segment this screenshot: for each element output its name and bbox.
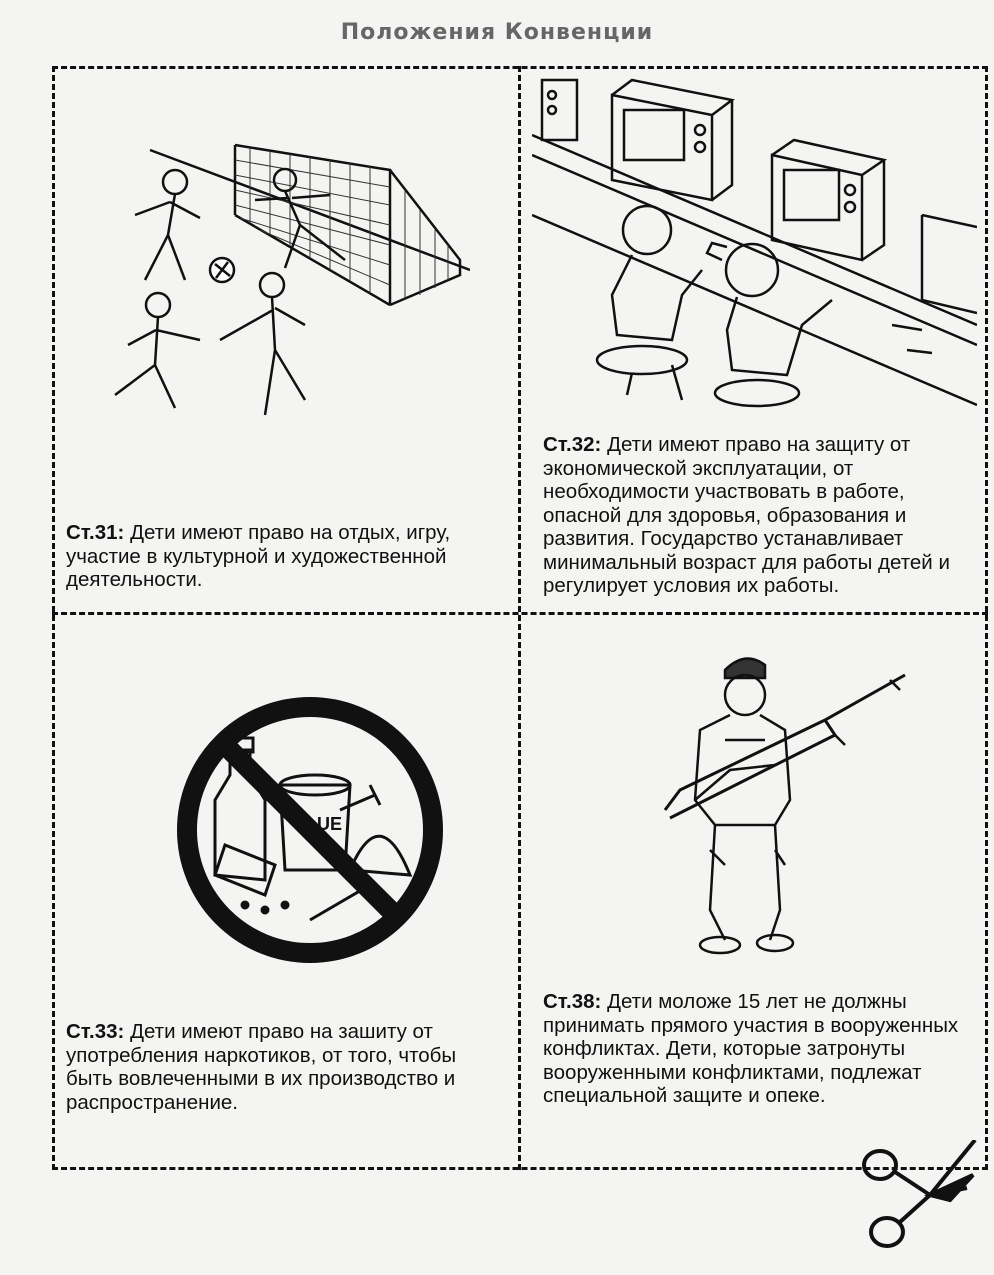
no-drugs-illustration bbox=[170, 690, 450, 970]
horizontal-cut-line bbox=[52, 612, 988, 615]
prohibition-icon bbox=[170, 690, 450, 970]
soccer-illustration bbox=[90, 140, 470, 430]
article-31-text: Дети имеют право на отдых, игру, участие в культурной и художественной деятельности. bbox=[66, 521, 451, 591]
article-31-number: Ст.31: bbox=[66, 521, 125, 544]
soccer-icon bbox=[90, 140, 470, 430]
article-33-caption bbox=[66, 1020, 506, 1114]
scissors-icon bbox=[855, 1140, 980, 1265]
page-header-text: Положения Конвенции bbox=[340, 20, 654, 45]
factory-icon bbox=[532, 75, 977, 415]
article-32-caption bbox=[543, 433, 973, 598]
vertical-cut-line bbox=[518, 66, 521, 1170]
article-33-text: Дети имеют право на зашиту от употребления наркотиков, от того, чтобы быть вовлеченными в их производство и распространение. bbox=[66, 1020, 457, 1114]
article-38-caption bbox=[543, 990, 983, 1108]
glue-label: GLUE bbox=[292, 814, 343, 834]
article-38-text: Дети моложе 15 лет не должны принимать прямого участия в вооруженных конфликтах. Дети, которые затронуты вооруженными конфликтами, подлежат специальной защите и опеке. bbox=[543, 990, 959, 1107]
article-31-caption bbox=[66, 521, 506, 592]
soldier-icon bbox=[655, 650, 915, 960]
page-header bbox=[0, 0, 994, 56]
article-33-number: Ст.33: bbox=[66, 1020, 125, 1043]
article-32-number: Ст.32: bbox=[543, 433, 602, 456]
article-32-text: Дети имеют право на защиту от экономической эксплуатации, от необходимости участвовать в работе, опасной для здоровья, образования и развития. Государство устанавливает минимальный возраст для работы детей и регулирует условия их работы. bbox=[543, 433, 950, 597]
child-soldier-illustration bbox=[655, 650, 915, 960]
article-38-number: Ст.38: bbox=[543, 990, 602, 1013]
factory-illustration bbox=[532, 75, 977, 415]
